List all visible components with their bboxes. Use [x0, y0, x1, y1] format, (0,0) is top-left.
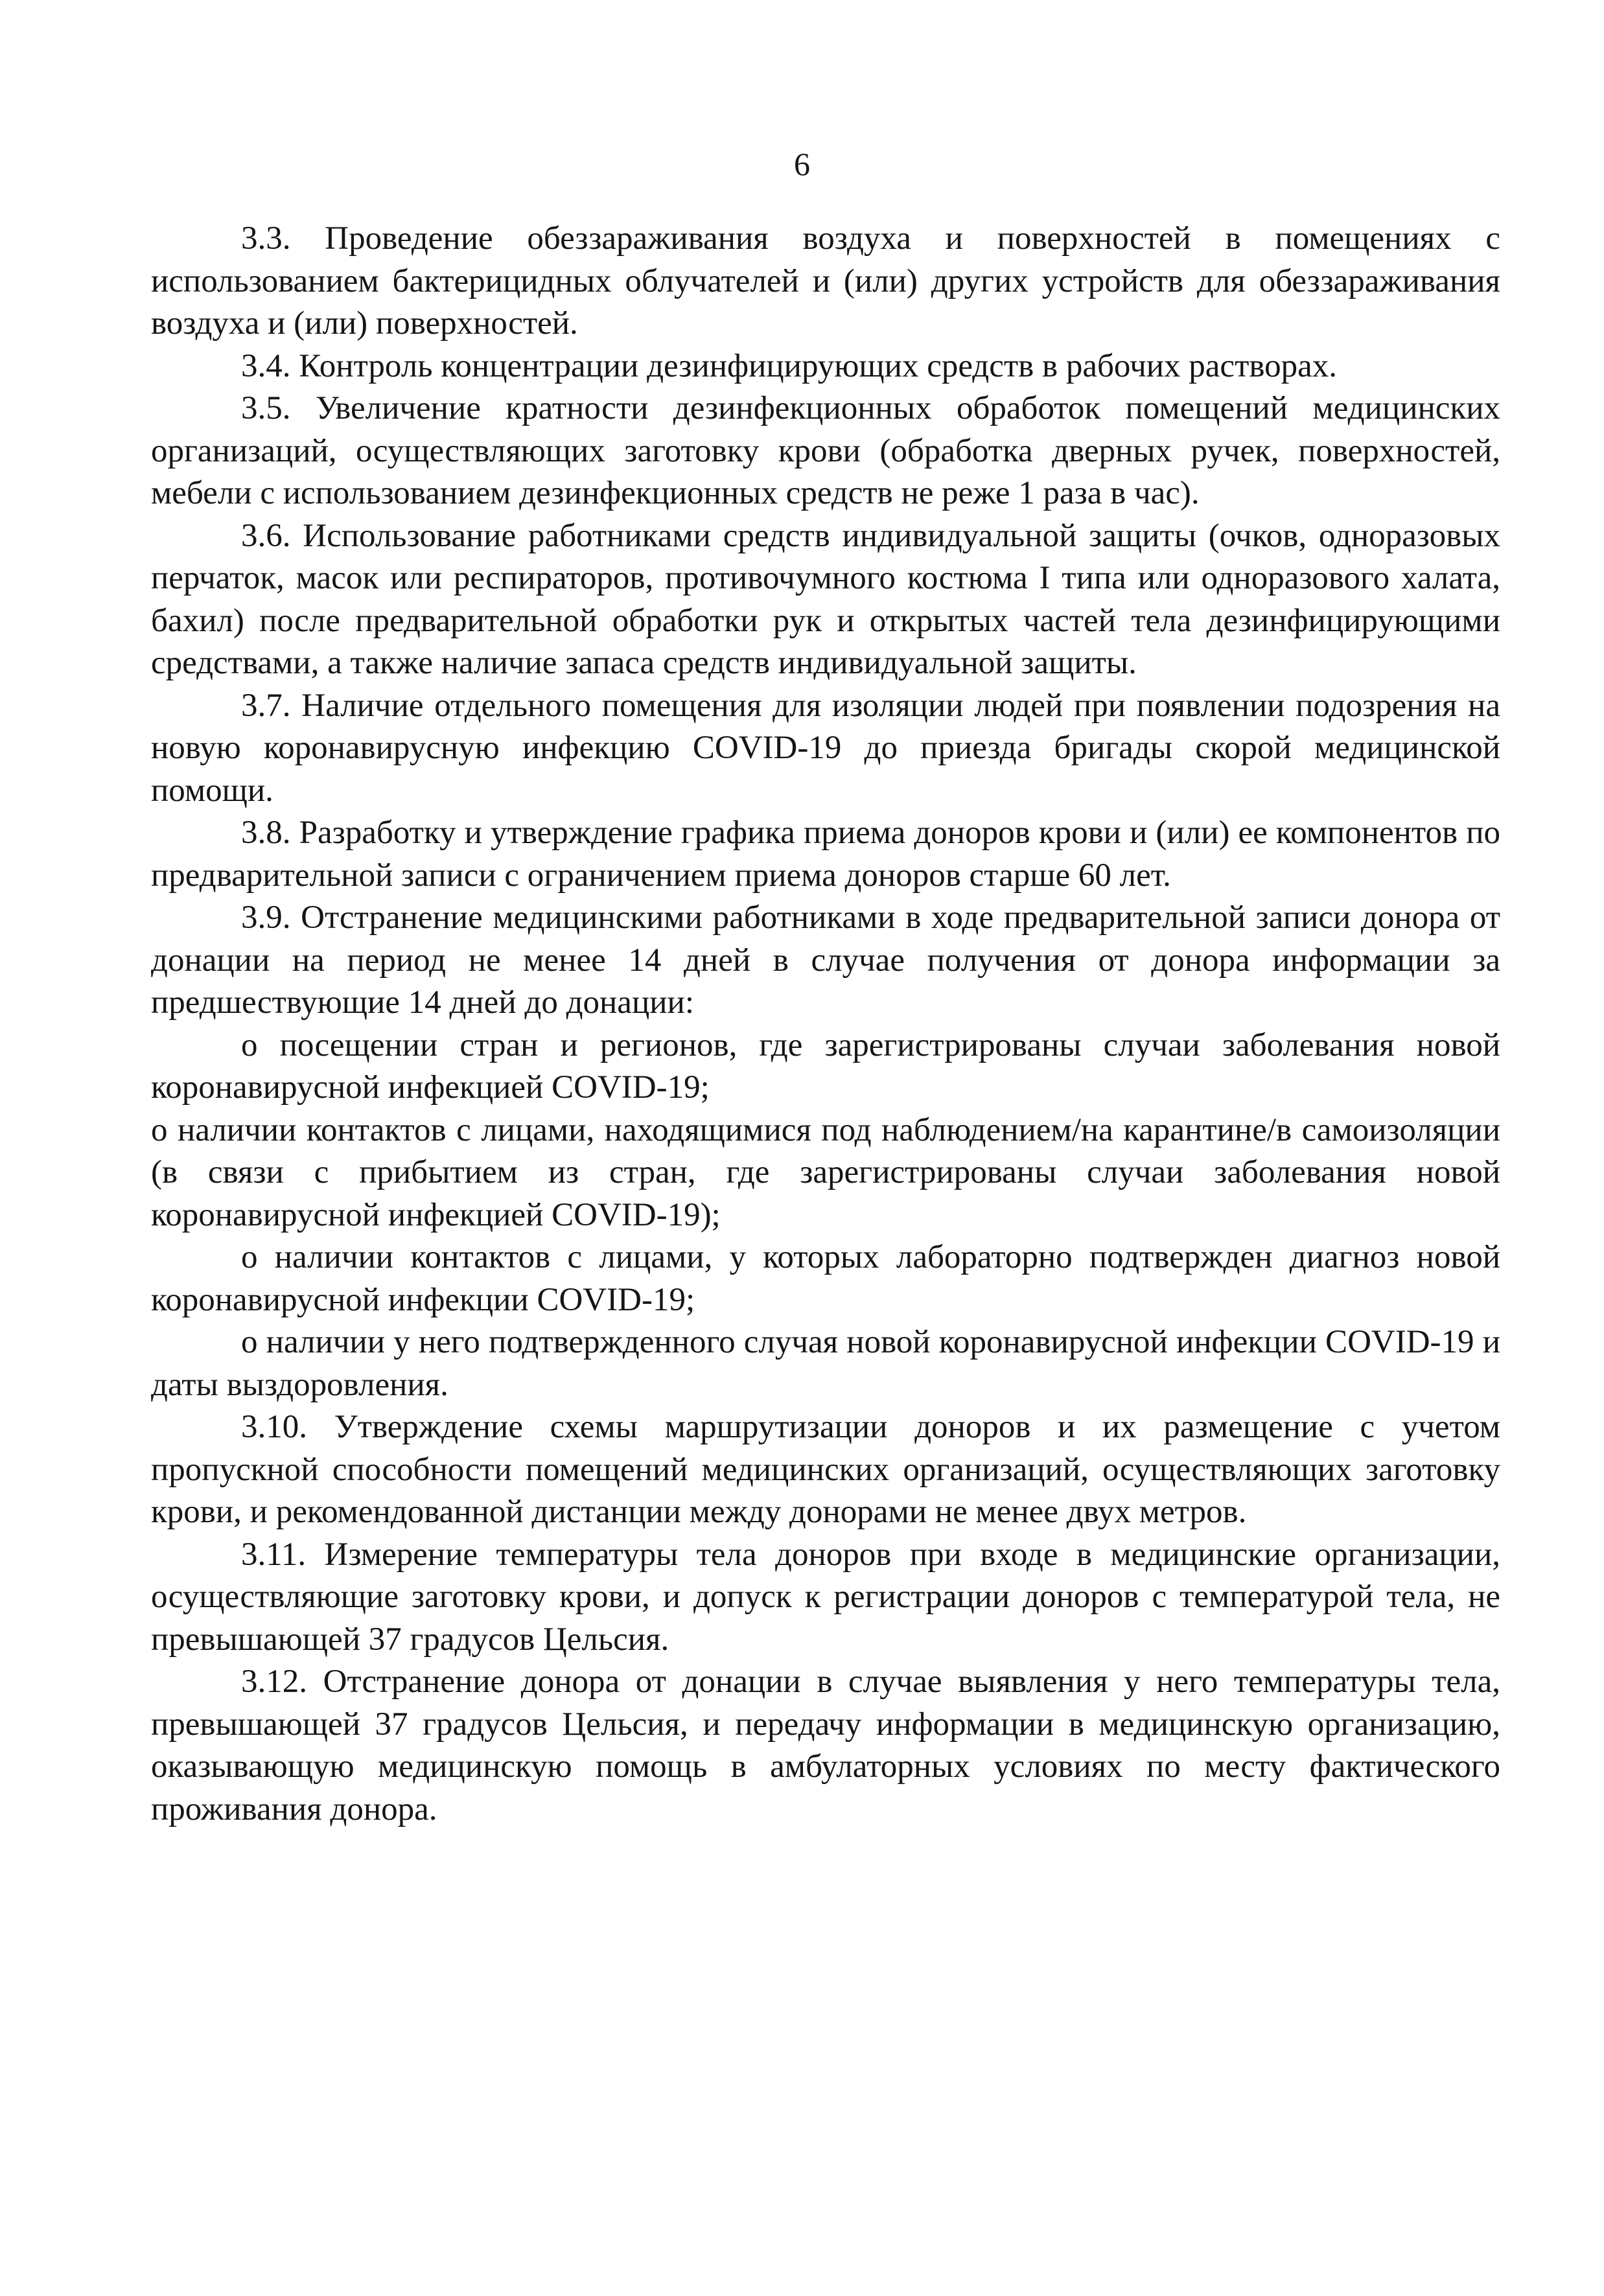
paragraph-3-5: 3.5. Увеличение кратности дезинфекционных обработок помещений медицинских организаций, осуществляющих заготовку крови (обработка дверных ручек, поверхностей, мебели с использованием дезинфекционных средств не реже 1 раза в час).: [151, 390, 1500, 511]
paragraph-3-10: 3.10. Утверждение схемы маршрутизации доноров и их размещение с учетом пропускной способности помещений медицинских организаций, осуществляющих заготовку крови, и рекомендованной дистанции между донорами не менее двух метров.: [151, 1409, 1500, 1530]
paragraph-3-4: 3.4. Контроль концентрации дезинфицирующих средств в рабочих растворах.: [241, 347, 1337, 384]
document-body: [151, 218, 1500, 1831]
paragraph-3-12: 3.12. Отстранение донора от донации в случае выявления у него температуры тела, превышающей 37 градусов Цельсия, и передачу информации в медицинскую организацию, оказывающую медицинскую помощь в амбулаторных условиях по месту фактического проживания донора.: [151, 1664, 1500, 1827]
list-item-confirmed-contacts: о наличии контактов с лицами, у которых лабораторно подтвержден диагноз новой коронавирусной инфекции COVID-19;: [151, 1239, 1500, 1318]
list-item-own-infection: о наличии у него подтвержденного случая новой коронавирусной инфекции COVID-19 и даты выздоровления.: [151, 1324, 1500, 1403]
paragraph-3-3: 3.3. Проведение обеззараживания воздуха и поверхностей в помещениях с использованием бактерицидных облучателей и (или) других устройств для обеззараживания воздуха и (или) поверхностей.: [151, 220, 1500, 342]
paragraph-3-6: 3.6. Использование работниками средств индивидуальной защиты (очков, одноразовых перчаток, масок или респираторов, противочумного костюма I типа или одноразового халата, бахил) после предварительной обработки рук и открытых частей тела дезинфицирующими средствами, а также наличие запаса средств индивидуальной защиты.: [151, 517, 1500, 681]
paragraph-3-7: 3.7. Наличие отдельного помещения для изоляции людей при появлении подозрения на новую коронавирусную инфекцию COVID-19 до приезда бригады скорой медицинской помощи.: [151, 687, 1500, 809]
page-number: 6: [794, 146, 810, 182]
list-item-quarantine-contacts: о наличии контактов с лицами, находящимися под наблюдением/на карантине/в самоизоляции (в связи с прибытием из стран, где зарегистрированы случаи заболевания новой коронавирусной инфекцией COVID-19);: [151, 1111, 1500, 1233]
list-item-visited-countries: о посещении стран и регионов, где зарегистрированы случаи заболевания новой коронавирусной инфекцией COVID-19;: [151, 1026, 1500, 1106]
paragraph-3-11: 3.11. Измерение температуры тела доноров при входе в медицинские организации, осуществляющие заготовку крови, и допуск к регистрации доноров с температурой тела, не превышающей 37 градусов Цельсия.: [151, 1536, 1500, 1658]
paragraph-3-8: 3.8. Разработку и утверждение графика приема доноров крови и (или) ее компонентов по предварительной записи с ограничением приема доноров старше 60 лет.: [151, 815, 1500, 894]
paragraph-3-9: 3.9. Отстранение медицинскими работниками в ходе предварительной записи донора от донации на период не менее 14 дней в случае получения от донора информации за предшествующие 14 дней до донации:: [151, 899, 1500, 1021]
